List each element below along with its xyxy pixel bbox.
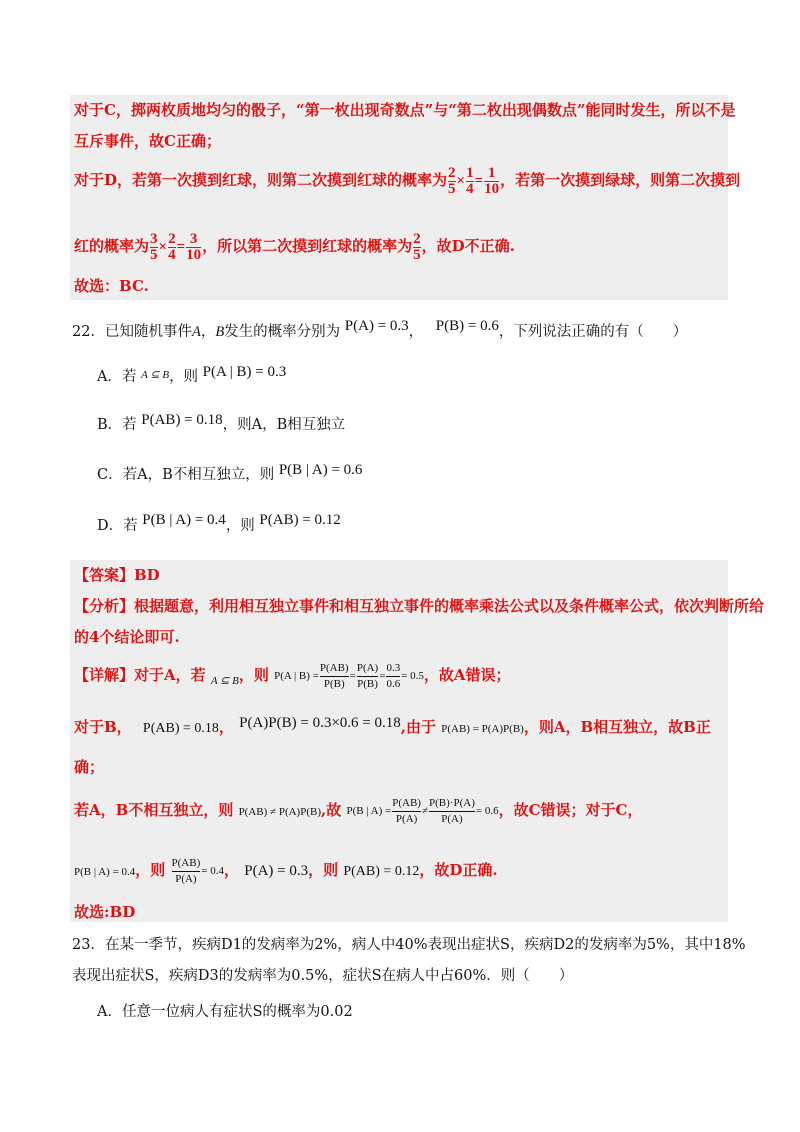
q22-option-b <box>97 412 345 434</box>
detail-a-text1: 【详解】对于A，若 <box>74 666 206 684</box>
question-22-stem: 22．已知随机事件A，B发生的概率分别为 P(A) = 0.3， P(B) = 0.6，下列说法正确的有（ ） <box>72 318 688 340</box>
question-23-line1: 23．在某一季节，疾病D1的发病率为2%，病人中40%表现出症状S，疾病D2的发病率为5%，其中18% <box>72 937 746 953</box>
detail-b-text1: 对于B， <box>74 718 132 736</box>
detail-c-formula: P(B | A) = $\frac{P(AB)}{P(A)}$ ≠ $\frac{P(B)\cdot P(A)}{P(A)}$ = 0.6 <box>346 796 499 825</box>
solution-d-text4: ，所以第二次摸到红球的概率为 <box>202 237 413 255</box>
fraction-2-4: $\frac{2}{4}$ <box>168 230 176 263</box>
q22-analysis-line1: 【分析】根据题意，利用相互独立事件和相互独立事件的概率乘法公式以及条件概率公式，依次判断所给 <box>74 597 765 615</box>
q22-option-c <box>97 462 362 484</box>
detail-d-f1: P(B | A) = 0.4 <box>74 866 136 878</box>
prev-answer: 故选：BC. <box>74 277 149 295</box>
solution-d-text3: 红的概率为 <box>74 237 150 255</box>
detail-d-f2: P(A) = 0.3 <box>244 863 309 879</box>
option-b-label: B．若 <box>97 417 137 433</box>
fraction-2-5: $\frac{2}{5}$ <box>448 164 456 197</box>
detail-d-text3: ，则 <box>308 861 339 879</box>
option-d-mid: ，则 <box>225 518 255 534</box>
q22-detail-d <box>74 850 498 892</box>
detail-b-f3: P(AB) = P(A)P(B) <box>441 723 524 735</box>
option-d-result: P(AB) = 0.12 <box>259 512 341 528</box>
option-d-cond: P(B | A) = 0.4 <box>142 512 226 528</box>
detail-c-text2: ,故 <box>321 801 342 819</box>
option-a-cond: A ⊆ B <box>141 369 170 381</box>
fraction-3-10: $\frac{3}{10}$ <box>186 230 202 263</box>
detail-d-formula: $\frac{P(AB)}{P(A)}$ = 0.4 <box>171 856 224 885</box>
q22-final-answer: 故选:BD <box>74 903 136 921</box>
q22-option-a <box>97 364 286 386</box>
detail-d-text2: ， <box>223 861 239 879</box>
q22-pb: P(B) = 0.6 <box>435 318 499 334</box>
q22-detail-b-end: 确； <box>74 758 105 776</box>
q22-stem-text3: ，下列说法正确的有（ ） <box>498 324 688 340</box>
detail-d-text4: ，故D正确. <box>419 861 498 879</box>
fraction-2-5b: $\frac{2}{5}$ <box>413 230 421 263</box>
fraction-1-4: $\frac{1}{4}$ <box>466 164 474 197</box>
option-b-cond: P(AB) = 0.18 <box>141 412 223 428</box>
solution-d-text1: 对于D，若第一次摸到红球，则第二次摸到红球的概率为 <box>74 171 448 189</box>
detail-a-formula: P(A | B) = $\frac{P(AB)}{P(B)}$ = $\frac{P(A)}{P(B)}$ = $\frac{0.3}{0.6}$ = 0.5 <box>274 661 424 690</box>
detail-b-f1: P(AB) = 0.18 <box>142 721 219 736</box>
q22-option-d <box>97 512 341 535</box>
detail-d-f3: P(AB) = 0.12 <box>343 864 420 879</box>
option-a-mid: ，则 <box>169 369 199 385</box>
solution-d-text5: ，故D不正确. <box>421 237 515 255</box>
option-d-label: D．若 <box>97 518 138 534</box>
detail-a-text2: ，则 <box>238 666 269 684</box>
question-23-line2: 表现出症状S，疾病D3的发病率为0.5%，症状S在病人中占60%．则（ ） <box>72 968 574 984</box>
option-a-label: A．若 <box>97 369 137 385</box>
q23-option-a: A．任意一位病人有症状S的概率为0.02 <box>97 1004 353 1020</box>
q22-analysis-line2: 的4个结论即可. <box>74 628 180 646</box>
detail-c-text3: ，故C错误；对于C， <box>498 801 643 819</box>
detail-b-text3: ，则A，B相互独立，故B正 <box>523 718 711 736</box>
q22-detail-b: 对于B， P(AB) = 0.18， P(A)P(B) = 0.3×0.6 = 0.18,由于 P(AB) = P(A)P(B)，则A，B相互独立，故B正 <box>74 715 711 736</box>
detail-b-text2: ,由于 <box>400 718 436 736</box>
solution-d-line1: 对于D，若第一次摸到红球，则第二次摸到红球的概率为 $\frac{2}{5}$ × $\frac{1}{4}$ = $\frac{1}{10}$ ，若第一次摸到绿球，则第二次摸到 <box>74 164 741 197</box>
fraction-1-10: $\frac{1}{10}$ <box>484 164 500 197</box>
solution-d-text2: ，若第一次摸到绿球，则第二次摸到 <box>500 171 741 189</box>
fraction-3-5: $\frac{3}{5}$ <box>150 230 158 263</box>
option-a-result: P(A | B) = 0.3 <box>202 364 287 380</box>
detail-b-f2: P(A)P(B) = 0.3×0.6 = 0.18 <box>239 715 401 731</box>
detail-d-text1: ，则 <box>135 861 166 879</box>
detail-a-cond: A ⊆ B <box>210 675 239 687</box>
solution-d-line2: 红的概率为 $\frac{3}{5}$ × $\frac{2}{4}$ = $\frac{3}{10}$ ，所以第二次摸到红球的概率为 $\frac{2}{5}$ ，故D不正确. <box>74 230 515 263</box>
option-b-post: ，则A，B相互独立 <box>222 417 346 433</box>
option-c-label: C．若A，B不相互独立，则 <box>97 467 275 483</box>
q22-pa: P(A) = 0.3 <box>344 318 409 334</box>
solution-c-line1: 对于C，掷两枚质地均匀的骰子，“第一枚出现奇数点”与“第二枚出现偶数点”能同时发生，所以不是 <box>74 101 736 119</box>
detail-a-text3: ，故A错误； <box>423 666 511 684</box>
q22-stem-text2: 发生的概率分别为 <box>224 324 341 340</box>
option-c-result: P(B | A) = 0.6 <box>278 462 363 478</box>
detail-c-f1: P(AB) ≠ P(A)P(B) <box>238 806 321 818</box>
q22-stem-text1: 22．已知随机事件 <box>72 324 192 340</box>
q22-detail-c <box>74 790 642 832</box>
detail-c-text1: 若A，B不相互独立，则 <box>74 801 234 819</box>
solution-c-line2: 互斥事件，故C正确； <box>74 132 221 150</box>
q22-detail-a <box>74 658 511 698</box>
q22-answer: 【答案】BD <box>74 566 160 584</box>
